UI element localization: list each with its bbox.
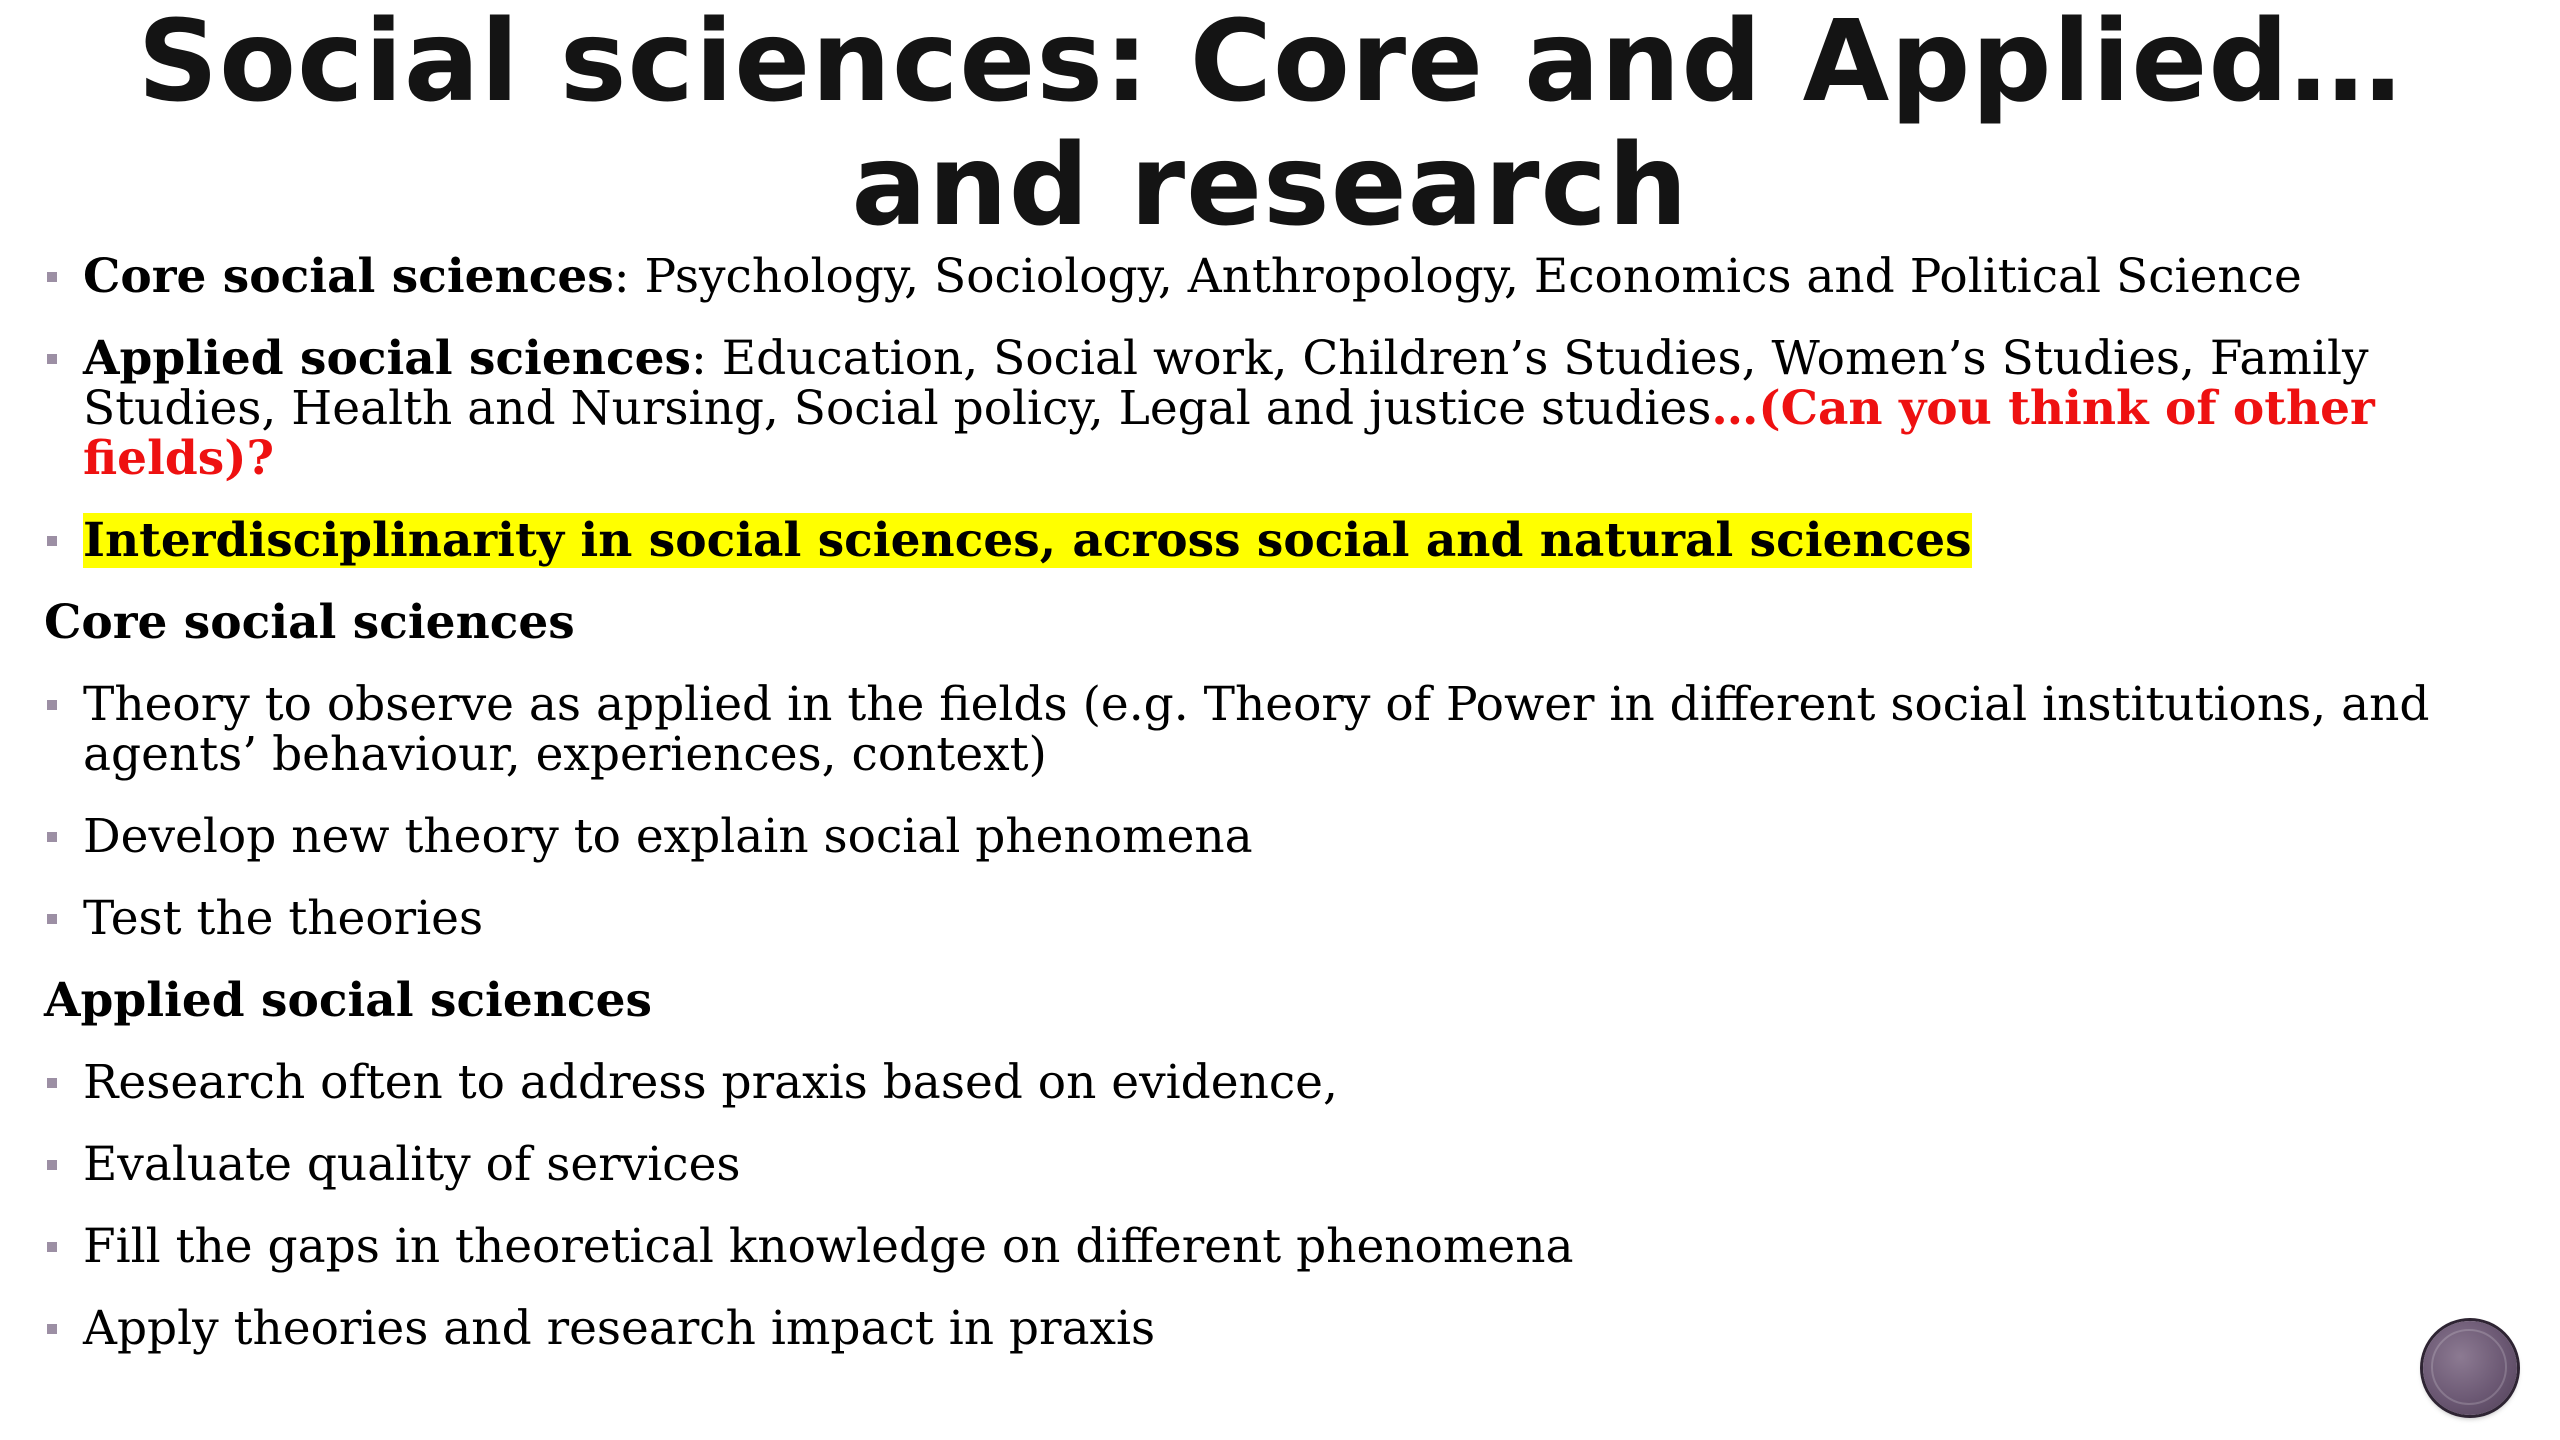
list-item: Theory to observe as applied in the fields (e.g. Theory of Power in different social institutions, and agents’ behaviour, experiences, context) [44,680,2534,780]
bullet-term: Core social sciences [83,249,614,304]
list-item: Fill the gaps in theoretical knowledge on different phenomena [44,1222,2534,1272]
bullet-text: Psychology, Sociology, Anthropology, Economics and Political Science [644,249,2302,304]
bullet-question: …(Can you think of other fields)? [83,381,2375,486]
list-item: Research often to address praxis based on evidence, [44,1058,2534,1108]
list-item: Develop new theory to explain social phenomena [44,812,2534,862]
bullet-separator: : [690,331,722,386]
bullet-separator: : [613,249,645,304]
bullet-core-fields [44,249,2534,304]
bullet-term: Applied social sciences [83,331,691,386]
applied-heading: Applied social sciences [44,973,652,1028]
core-heading: Core social sciences [44,595,575,650]
circle-button-icon[interactable] [2423,1321,2517,1415]
list-item: Test the theories [44,894,2534,944]
slide-content [44,249,2534,1356]
bullet-applied-fields [44,331,2534,486]
list-item: Evaluate quality of services [44,1140,2534,1190]
bullet-text: Education, Social work, Children’s Studies, Women’s Studies, Family Studies, Health and Nursing, Social policy, Legal and justice studies [83,331,2369,436]
list-item: Apply theories and research impact in praxis [44,1304,2534,1354]
highlighted-text: Interdisciplinarity in social sciences, across social and natural sciences [83,513,1972,568]
slide-title: Social sciences: Core and Applied…and research [137,0,2403,251]
bullet-interdisciplinarity [44,513,2534,568]
